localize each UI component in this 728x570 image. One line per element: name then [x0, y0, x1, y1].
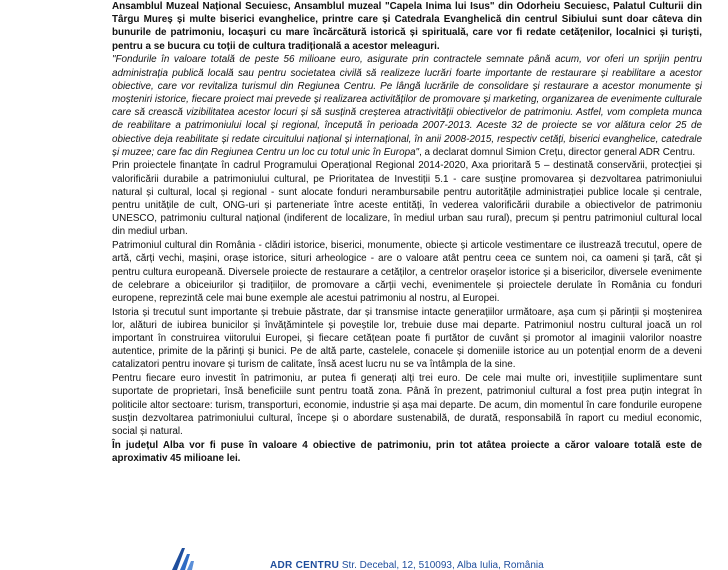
quote-attribution: , a declarat domnul Simion Crețu, director general ADR Centru.	[419, 146, 696, 158]
footer-org-name: ADR CENTRU	[270, 560, 340, 570]
paragraph-por-funding: Prin proiectele finanțate în cadrul Programului Operațional Regional 2014-2020, Axa prioritară 5 – destinată conservării, protecției și valorificării durabile a patrimoniului cultural, pe Prioritatea de Investiții 5.1 - care susține promovarea și dezvoltarea patrimoniului natural și cultural, local și regional - sunt alocate fonduri nerambursabile pentru autoritățile administrației publice locale și centrale, pentru unitățile de cult, ONG-uri și parteneriate între aceste entități, în vederea valorificării durabile a obiectivelor de patrimoniu UNESCO, patrimoniu cultural național (indiferent de localizare, în mediul urban sau rural), precum și pentru patrimoniul cultural local din mediul urban.	[112, 160, 702, 238]
footer-address: Str. Decebal, 12, 510093, Alba Iulia, România	[341, 560, 544, 570]
document-body	[112, 0, 702, 466]
page-footer	[112, 548, 712, 570]
paragraph-history: Istoria și trecutul sunt importante și trebuie păstrate, dar și transmise intacte generațiilor următoare, așa cum și părinții și moștenirea lor, alături de iubirea bunicilor și învățămintele și poveștile lor, trebuie duse mai departe. Patrimoniul nostru cultural joacă un rol important în construirea viitorului Europei, și fiecare cetățean poate fi purtător de cuvânt și promotor al imaginii valorilor noastre autentice, primite de la părinți și bunici. Pe de altă parte, castelele, conacele și domeniile istorice au un potențial enorm de a deveni catalizatori pentru inovare și turism de calitate, însă acest lucru nu se va întâmpla de la sine.	[112, 306, 702, 371]
adr-logo-icon	[170, 548, 196, 570]
paragraph-quote	[112, 53, 702, 159]
paragraph-alba-county: În județul Alba vor fi puse în valoare 4 obiective de patrimoniu, prin tot atâtea proiecte a căror valoare totală este de aproximativ 45 milioane lei.	[112, 439, 702, 464]
paragraph-cultural-heritage: Patrimoniul cultural din România - clădiri istorice, biserici, monumente, obiecte și articole vestimentare ce ilustrează trecutul, opere de artă, cărți vechi, mașini, orașe istorice, situri arheologice - are o valoare atât pentru ceea ce suntem noi, ca oameni și țară, cât și pentru cultura europeană. Diversele proiecte de restaurare a cetăților, a centrelor orașelor istorice și a bisericilor, diversele evenimente de celebrare a obiceiurilor și tradițiilor, de promovare a cărții vechi, evenimentele și proiectele derulate în România cu fonduri europene, reprezintă cele mai bune exemple ale acestui patrimoniu al nostru, al Europei.	[112, 240, 702, 304]
paragraph-euro-investment: Pentru fiecare euro investit în patrimoniu, ar putea fi generați alți trei euro. De cele mai multe ori, investițiile suplimentare sunt suportate de proprietari, însă beneficiile sunt pentru toată zona. Până în prezent, patrimoniul cultural a fost prea puțin integrat în politicile altor sectoare: turism, transporturi, economie, industrie și așa mai departe. De acum, din momentul în care fondurile europene susțin dezvoltarea patrimoniului cultural, începe și o abordare sustenabilă, de durată, responsabilă în raport cu mediul economic, social și natural.	[112, 373, 702, 437]
quote-text: "Fondurile în valoare totală de peste 56 milioane euro, asigurate prin contractele semnate până acum, vor oferi un sprijin pentru administrația publică locală sau pentru societatea civilă să realizeze lucrări foarte importante de restaurare și reabilitare a acestor obiective, care vor revitaliza turismul din Regiunea Centru. Pe lângă lucrările de consolidare și restaurare a acestor monumente și moșteniri istorice, fiecare proiect mai prevede și realizarea activităților de promovare și marketing, organizarea de evenimente culturale care să crească vizibilitatea acestor locuri și să susțină creșterea atractivității obiectivelor de patrimoniu. Astfel, vom completa munca de reabilitare a patrimoniului local și regional, începută în perioada 2007-2013. Aceste 32 de proiecte se vor alătura celor 25 de obiective deja reabilitate și redate circuitului național și internațional, în anii 2008-2015, respectiv cetăți, biserici evanghelice, catedrale și muzee; care fac din Regiunea Centru un loc cu totul unic în Europa"	[112, 54, 702, 158]
paragraph-heritage-sites: Ansamblul Muzeal Național Secuiesc, Ansamblul muzeal "Capela Inima lui Isus" din Odorheiu Secuiesc, Palatul Culturii din Târgu Mureș și multe biserici evanghelice, printre care și Catedrala Evanghelică din centrul Sibiului sunt doar câteva din bunurile de patrimoniu, locașuri cu mare încărcătură istorică și spirituală, care vor fi redate cetățenilor, localnici și turiști, pentru a se bucura cu toții de cultura tradițională a acestor meleaguri.	[112, 1, 702, 52]
footer-address-line	[270, 560, 544, 570]
